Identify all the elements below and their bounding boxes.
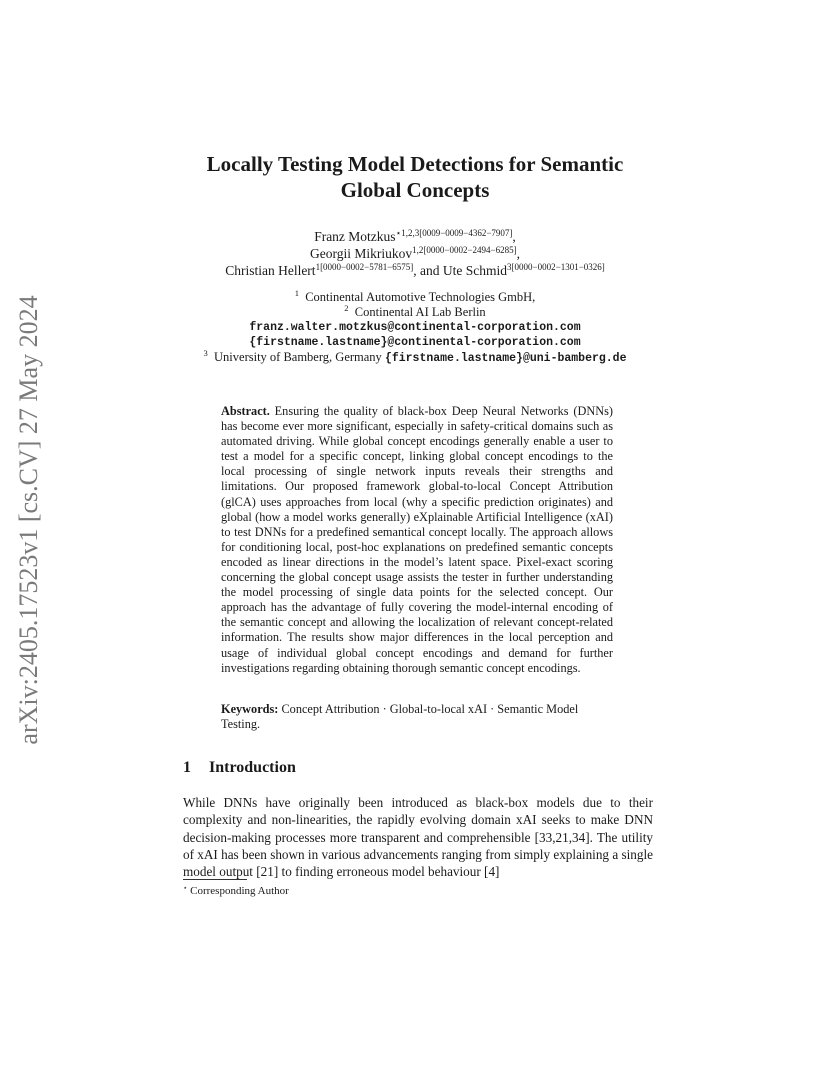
title-line-2: Global Concepts	[340, 178, 490, 202]
author-name: Franz Motzkus	[314, 229, 396, 244]
affiliation-2	[170, 305, 660, 320]
author-superscript: 3[0000−0002−1301−0326]	[507, 262, 605, 272]
arxiv-sidebar	[8, 270, 50, 770]
author-superscript: ⋆1,2,3[0009−0009−4362−7907]	[395, 228, 513, 238]
author-line-2	[150, 245, 680, 262]
author-superscript: 1,2[0000−0002−2494−6285]	[412, 245, 517, 255]
abstract	[221, 404, 613, 676]
affiliation-marker: 1	[294, 288, 299, 298]
keywords-text: Concept Attribution · Global-to-local xAI · Semantic Model Testing.	[221, 702, 579, 732]
section-body: While DNNs have originally been introduced as black-box models due to their complexity and non-linearities, the rapidly evolving domain xAI seeks to make DNN decision-making processes more transparent and comprehensible [33,21,34]. The utility of xAI has been shown in various advancements ranging from simply explaining a single model output [21] to finding erroneous model behaviour [4]	[183, 795, 653, 880]
author-line-3	[150, 262, 680, 279]
author-name: Georgii Mikriukov	[310, 246, 413, 261]
affiliations	[170, 290, 660, 366]
affiliation-text: Continental Automotive Technologies GmbH,	[305, 290, 536, 304]
arxiv-identifier: arXiv:2405.17523v1 [cs.CV] 27 May 2024	[14, 295, 43, 745]
abstract-text: Ensuring the quality of black-box Deep Neural Networks (DNNs) has become ever more significant, especially in safety-critical domains such as automated driving. While global concept encodings generally enable a user to test a model for a specific concept, linking global concept encodings to the local processing of single network inputs reveals their strengths and limitations. Our proposed framework global-to-local Concept Attribution (glCA) uses approaches from local (why a specific prediction originates) and global (how a model works generally) eXplainable Artificial Intelligence (xAI) to test DNNs for a predefined semantical concept locally. The approach allows for conditioning local, post-hoc explanations on predefined semantic concepts encoded as linear directions in the model’s latent space. Pixel-exact scoring concerning the global concept usage assists the tester in further understanding the model processing of single data points for the selected concept. Our approach has the advantage of fully covering the model-internal encoding of the semantic concept and allowing the localization of relevant concept-related information. The results show major differences in the local perception and usage of individual global concept encodings and demand for further investigations regarding obtaining thorough semantic concept encodings.	[221, 404, 614, 675]
section-number: 1	[183, 759, 191, 776]
author-separator: ,	[512, 229, 516, 244]
abstract-label: Abstract.	[221, 404, 270, 418]
footnote-rule	[183, 879, 247, 880]
affiliation-1	[170, 290, 660, 305]
affiliation-marker: 3	[203, 348, 208, 358]
footnote-text: Corresponding Author	[190, 885, 289, 897]
author-line-1	[150, 228, 680, 245]
paper-title	[160, 151, 670, 203]
footnote	[183, 885, 289, 897]
footnote-mark: ⋆	[183, 884, 188, 892]
keywords-label: Keywords:	[221, 702, 279, 716]
keywords	[221, 702, 613, 732]
author-name: Christian Hellert	[225, 263, 316, 278]
author-list	[150, 228, 680, 279]
author-name: , and Ute Schmid	[413, 263, 508, 278]
email-1: franz.walter.motzkus@continental-corporation.com	[249, 321, 581, 334]
title-line-1: Locally Testing Model Detections for Semantic	[206, 152, 624, 176]
affiliation-marker: 2	[344, 303, 349, 313]
affiliation-3	[170, 350, 660, 366]
author-separator: ,	[516, 246, 520, 261]
section-title: Introduction	[209, 759, 296, 776]
affiliation-text: University of Bamberg, Germany	[214, 350, 385, 364]
section-heading	[183, 759, 296, 777]
author-superscript: 1[0000−0002−5781−6575]	[315, 262, 414, 272]
email-2: {firstname.lastname}@continental-corporation.com	[249, 336, 581, 349]
email-3: {firstname.lastname}@uni-bamberg.de	[384, 352, 627, 365]
affiliation-text: Continental AI Lab Berlin	[354, 305, 486, 319]
